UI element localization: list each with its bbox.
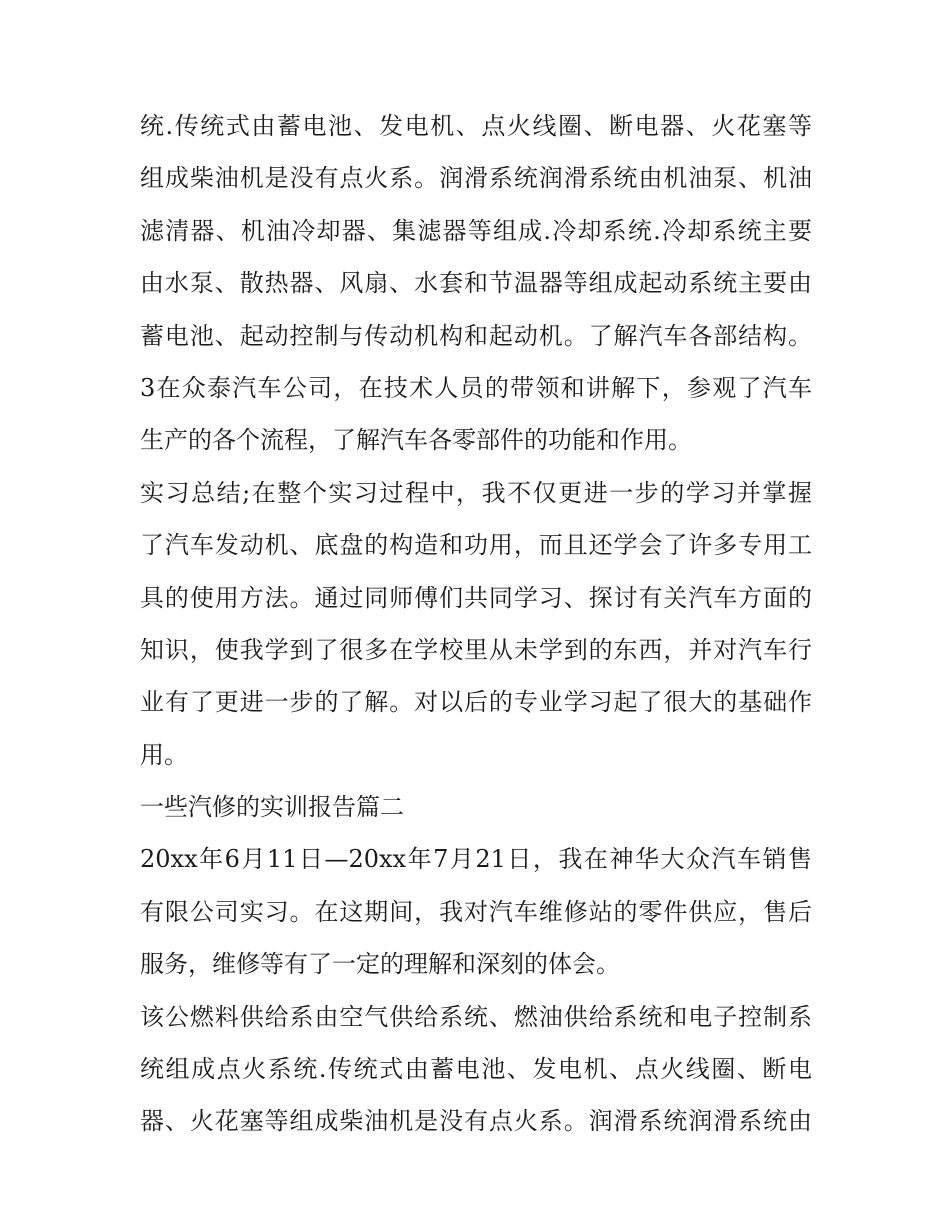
text-line: 用。 [140, 740, 188, 769]
text-line: 由水泵、散热器、风扇、水套和节温器等组成起动系统主要由 [140, 269, 812, 298]
text-line: 业有了更进一步的了解。对以后的专业学习起了很大的基础作 [140, 688, 812, 717]
text-line: 有限公司实习。在这期间，我对汽车维修站的零件供应，售后 [140, 897, 812, 926]
text-line: 滤清器、机油冷却器、集滤器等组成.冷却系统.冷却系统主要 [140, 216, 812, 245]
text-line: 统.传统式由蓄电池、发电机、点火线圈、断电器、火花塞等 [140, 112, 812, 140]
section-heading: 一些汽修的实训报告篇二 [140, 793, 404, 822]
document-body [140, 100, 812, 1148]
text-line: 知识，使我学到了很多在学校里从未学到的东西，并对汽车行 [140, 635, 812, 664]
text-line: 组成柴油机是没有点火系。润滑系统润滑系统由机油泵、机油 [140, 164, 812, 193]
text-line: 20xx年6月11日—20xx年7月21日，我在神华大众汽车销售 [140, 845, 812, 874]
text-line: 实习总结;在整个实习过程中，我不仅更进一步的学习并掌握 [140, 478, 812, 507]
text-line: 统组成点火系统.传统式由蓄电池、发电机、点火线圈、断电 [140, 1055, 812, 1084]
text-line: 生产的各个流程，了解汽车各零部件的功能和作用。 [140, 426, 692, 455]
text-line: 了汽车发动机、底盘的构造和功用，而且还学会了许多专用工 [140, 531, 812, 560]
text-line: 服务，维修等有了一定的理解和深刻的体会。 [140, 950, 620, 979]
text-line: 具的使用方法。通过同师傅们共同学习、探讨有关汽车方面的 [140, 583, 812, 612]
text-line: 器、火花塞等组成柴油机是没有点火系。润滑系统润滑系统由 [140, 1107, 812, 1136]
text-line: 3在众泰汽车公司，在技术人员的带领和讲解下，参观了汽车 [140, 373, 812, 402]
text-line: 蓄电池、起动控制与传动机构和起动机。了解汽车各部结构。 [140, 321, 812, 350]
text-line: 该公燃料供给系由空气供给系统、燃油供给系统和电子控制系 [140, 1002, 812, 1031]
